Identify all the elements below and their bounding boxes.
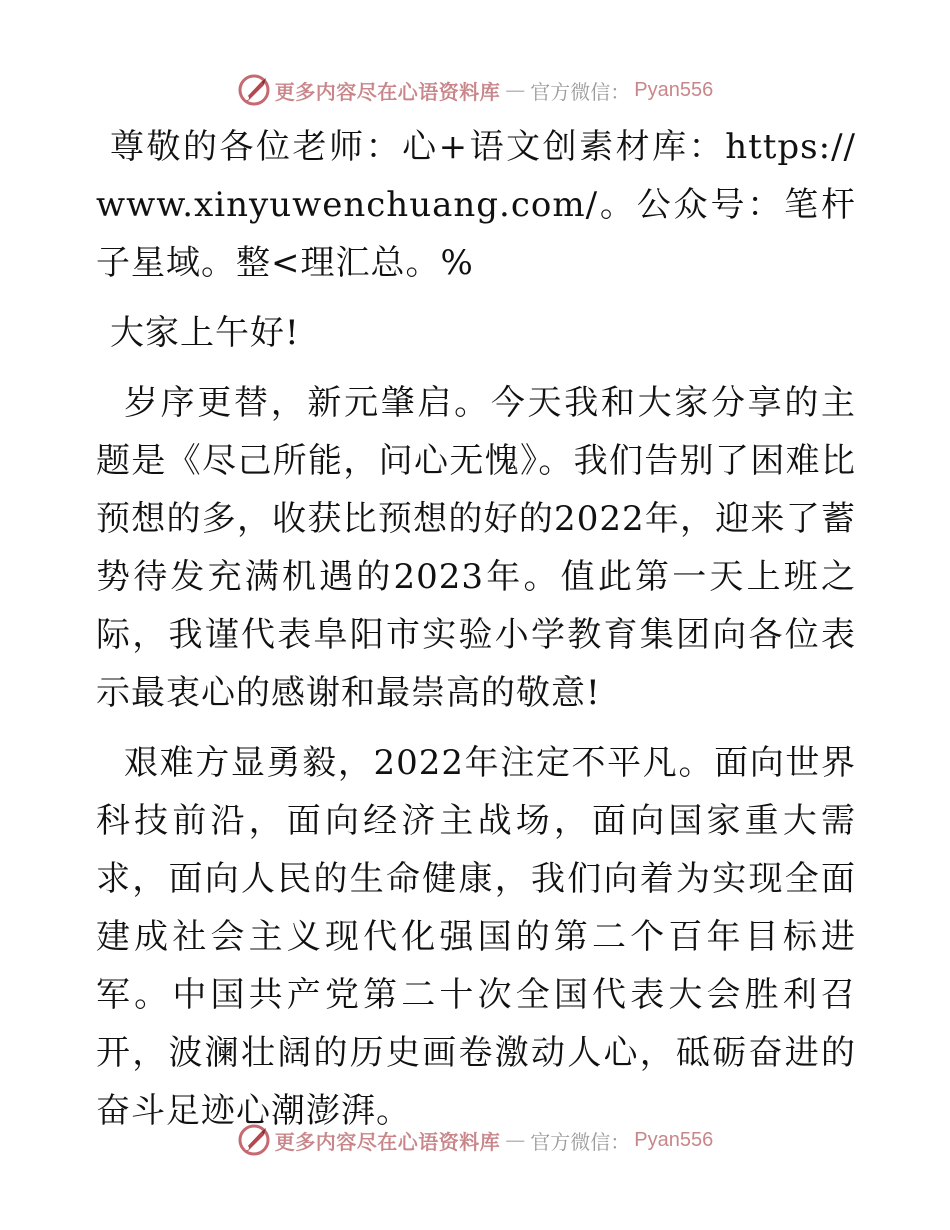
watermark-wechat-id: Pyan556 [634,1128,714,1151]
watermark-wechat-label: 官方微信： [530,1129,631,1154]
watermark-wechat-id: Pyan556 [634,78,714,101]
watermark-text: 更多内容尽在心语资料库 [274,79,501,104]
paragraph-greeting: 大家上午好! [110,313,300,353]
header-watermark-inner [237,73,713,107]
watermark-dash: — [505,1128,526,1152]
watermark-text: 更多内容尽在心语资料库 [274,1129,501,1154]
document-body [96,118,856,1140]
footer-watermark-inner [237,1123,713,1157]
paragraph-new-year-theme: 岁序更替，新元肇启。今天我和大家分享的主题是《尽己所能，问心无愧》。我们告别了困难比预想的多，收获比预想的好的2022年，迎来了蓄势待发充满机遇的2023年。值此第一天上班之际，我谨代表阜阳市实验小学教育集团向各位表示最衷心的感谢和最崇高的敬意! [96,383,856,713]
paragraph-review-2022: 艰难方显勇毅，2022年注定不平凡。面向世界科技前沿，面向经济主战场，面向国家重大需求，面向人民的生命健康，我们向着为实现全面建成社会主义现代化强国的第二个百年目标进军。中国共产党第二十次全国代表大会胜利召开，波澜壮阔的历史画卷激动人心，砥砺奋进的奋斗足迹心潮澎湃。 [96,743,856,1131]
header-watermark [0,70,950,110]
quill-pen-logo-icon [237,73,271,107]
watermark-wechat-label: 官方微信： [530,79,631,104]
paragraph-salutation: 尊敬的各位老师：心+语文创素材库：https://www.xinyuwenchuang.com/。公众号：笔杆子星域。整<理汇总。% [96,127,856,283]
watermark-dash: — [505,78,526,102]
footer-watermark [0,1120,950,1160]
quill-pen-logo-icon [237,1123,271,1157]
